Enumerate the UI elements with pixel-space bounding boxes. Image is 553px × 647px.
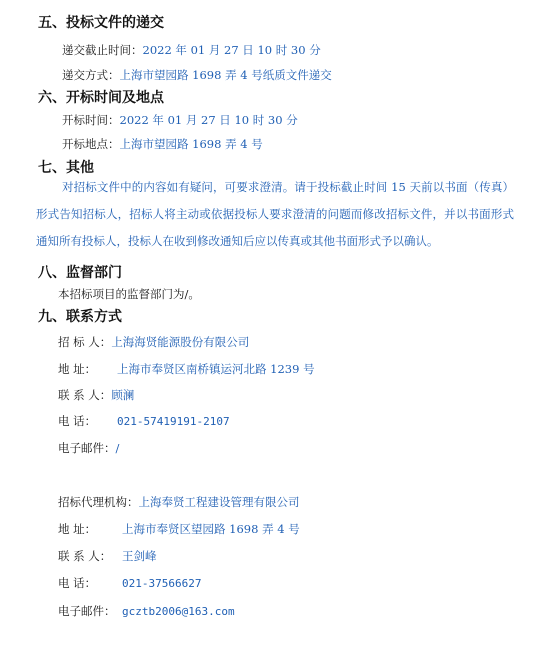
agency-address xyxy=(58,521,300,537)
agency-phone-label: 电 话： xyxy=(58,576,97,590)
agency-name-label: 招标代理机构： xyxy=(58,495,139,509)
tenderer-address-value: 上海市奉贤区南桥镇运河北路 1239 号 xyxy=(117,362,315,376)
submission-deadline-label: 递交截止时间： xyxy=(62,43,143,57)
tenderer-contact-label: 联 系 人： xyxy=(58,388,112,402)
tenderer-phone-value: 021-57419191-2107 xyxy=(117,415,230,428)
tenderer-phone-label: 电 话： xyxy=(58,414,97,428)
agency-contact xyxy=(58,548,157,564)
submission-method-label: 递交方式： xyxy=(62,68,120,82)
section-7-heading: 七、其他 xyxy=(38,160,94,176)
opening-time xyxy=(62,112,298,128)
agency-address-value: 上海市奉贤区望园路 1698 弄 4 号 xyxy=(122,522,300,536)
opening-place-value: 上海市望园路 1698 弄 4 号 xyxy=(119,137,263,151)
tenderer-name-label: 招 标 人： xyxy=(58,335,112,349)
agency-name-value: 上海奉贤工程建设管理有限公司 xyxy=(138,495,300,509)
tenderer-address xyxy=(58,361,315,377)
agency-email-value: gcztb2006@163.com xyxy=(122,605,235,618)
opening-time-value: 2022 年 01 月 27 日 10 时 30 分 xyxy=(119,113,298,127)
agency-address-label: 地 址： xyxy=(58,522,97,536)
supervision-text: 本招标项目的监督部门为/。 xyxy=(58,287,200,301)
submission-method-value: 上海市望园路 1698 弄 4 号纸质文件递交 xyxy=(119,68,332,82)
agency-email xyxy=(58,603,235,619)
submission-method xyxy=(62,67,332,83)
other-paragraph: 对招标文件中的内容如有疑问，可要求澄清。请于投标截止时间 15 天前以书面（传真）形式告知招标人，招标人将主动或依据投标人要求澄清的问题而修改招标文件，并以书面形式通知所有投标人，投标人在收到修改通知后应以传真或其他书面形式予以确认。 xyxy=(36,180,514,248)
section-9-heading: 九、联系方式 xyxy=(38,309,122,325)
tenderer-address-label: 地 址： xyxy=(58,362,97,376)
section-8-heading: 八、监督部门 xyxy=(38,265,122,281)
agency-name xyxy=(58,494,300,510)
agency-phone-value: 021-37566627 xyxy=(122,577,202,590)
agency-contact-value: 王剑峰 xyxy=(122,549,157,563)
tenderer-name-value: 上海海贤能源股份有限公司 xyxy=(111,335,250,349)
agency-email-label: 电子邮件： xyxy=(58,604,116,618)
tenderer-email-label: 电子邮件： xyxy=(58,441,116,455)
agency-contact-label: 联 系 人： xyxy=(58,549,112,563)
tenderer-contact-value: 顾澜 xyxy=(111,388,135,402)
tenderer-name xyxy=(58,334,249,350)
submission-deadline xyxy=(62,42,321,58)
tenderer-phone xyxy=(58,413,230,429)
agency-phone xyxy=(58,575,201,591)
section-6-heading: 六、开标时间及地点 xyxy=(38,90,164,106)
opening-time-label: 开标时间： xyxy=(62,113,120,127)
tenderer-email xyxy=(58,440,119,456)
opening-place xyxy=(62,136,263,152)
section-5-heading: 五、投标文件的递交 xyxy=(38,15,164,31)
opening-place-label: 开标地点： xyxy=(62,137,120,151)
submission-deadline-value: 2022 年 01 月 27 日 10 时 30 分 xyxy=(142,43,321,57)
tenderer-email-value: / xyxy=(115,441,120,455)
tenderer-contact xyxy=(58,387,134,403)
